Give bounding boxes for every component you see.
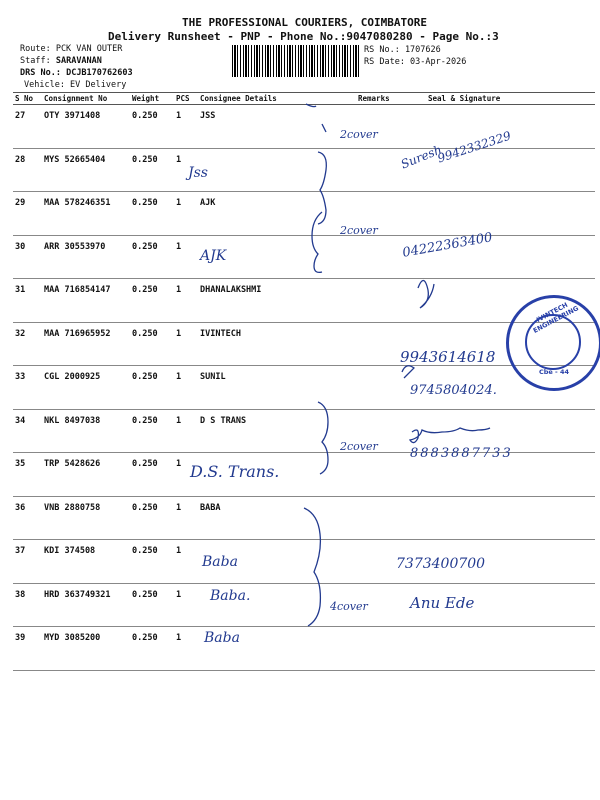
bracket-4 [304, 508, 320, 626]
remark-cover-1: 2cover [340, 128, 378, 141]
signature-phone-3: 9943614618 [400, 348, 496, 366]
cell-weight: 0.250 [130, 409, 174, 453]
cell-weight: 0.250 [130, 496, 174, 540]
bracket-2 [312, 212, 322, 272]
signature-phone-4: 9745804024. [410, 383, 497, 398]
cell-consignee: DHANALAKSHMI [198, 279, 356, 323]
cell-consignment: MAA 716854147 [42, 279, 130, 323]
cell-sno: 35 [13, 453, 42, 497]
cell-consignment: HRD 363749321 [42, 583, 130, 627]
cell-pcs: 1 [174, 627, 198, 671]
cell-pcs: 1 [174, 366, 198, 410]
cell-weight: 0.250 [130, 192, 174, 236]
runsheet-subtitle: Delivery Runsheet - PNP - Phone No.:9047080280 - Page No.:3 [108, 30, 499, 43]
cell-weight: 0.250 [130, 322, 174, 366]
scribble-sig [418, 280, 434, 308]
bracket-3 [318, 402, 328, 474]
cell-consignee: D S TRANS [198, 409, 356, 453]
col-consignment: Consignment No [42, 93, 130, 105]
cell-pcs: 1 [174, 453, 198, 497]
handwritten-baba-2: Baba. [210, 588, 251, 604]
cell-weight: 0.250 [130, 366, 174, 410]
tick-2 [306, 104, 316, 107]
remark-cover-3: 2cover [340, 440, 378, 453]
seal-text: IVINTECH ENGINEERING [531, 300, 580, 335]
drs-number: DCJB170762603 [66, 68, 133, 78]
drs-label: DRS No.: [20, 68, 61, 78]
cell-sno: 33 [13, 366, 42, 410]
cell-consignment: MAA 578246351 [42, 192, 130, 236]
cell-sno: 32 [13, 322, 42, 366]
cell-consignment: CGL 2000925 [42, 366, 130, 410]
cell-consignment: MAA 716965952 [42, 322, 130, 366]
cell-weight: 0.250 [130, 148, 174, 192]
cell-pcs: 1 [174, 148, 198, 192]
remark-cover-2: 2cover [340, 224, 378, 237]
handwritten-ajk: AJK [200, 248, 227, 264]
cell-sno: 39 [13, 627, 42, 671]
cell-consignee: AJK [198, 192, 356, 236]
route-label: Route: PCK VAN OUTER [20, 44, 123, 54]
scribble-sig-2 [402, 366, 414, 378]
cell-sno: 27 [13, 105, 42, 149]
company-seal [506, 295, 600, 391]
company-title: THE PROFESSIONAL COURIERS, COIMBATORE [182, 16, 428, 29]
cell-consignment: NKL 8497038 [42, 409, 130, 453]
cell-pcs: 1 [174, 322, 198, 366]
seal-city: Cbe - 44 [538, 368, 570, 376]
cell-pcs: 1 [174, 279, 198, 323]
col-remarks: Remarks [356, 93, 408, 105]
cell-sno: 37 [13, 540, 42, 584]
vehicle-label: Vehicle: EV Delivery [24, 80, 127, 90]
cell-consignee: JSS [198, 105, 356, 149]
col-weight: Weight [130, 93, 174, 105]
cell-consignment: TRP 5428626 [42, 453, 130, 497]
col-sno: S No [13, 93, 42, 105]
cell-consignee: SUNIL [198, 366, 356, 410]
cell-pcs: 1 [174, 583, 198, 627]
col-signature: Seal & Signature [408, 93, 595, 105]
cell-consignment: VNB 2880758 [42, 496, 130, 540]
col-pcs: PCS [174, 93, 198, 105]
tick-1 [322, 124, 326, 132]
col-consignee: Consignee Details [198, 93, 356, 105]
handwritten-ds-trans: D.S. Trans. [190, 462, 280, 481]
cell-pcs: 1 [174, 409, 198, 453]
cell-sno: 34 [13, 409, 42, 453]
signature-anu: Anu Ede [410, 594, 475, 612]
signature-phone-5: 8883887733 [410, 446, 513, 461]
staff-label: Staff: [20, 56, 51, 66]
cell-pcs: 1 [174, 105, 198, 149]
cell-sno: 31 [13, 279, 42, 323]
cell-pcs: 1 [174, 235, 198, 279]
cell-consignment: KDI 374508 [42, 540, 130, 584]
cell-sno: 28 [13, 148, 42, 192]
cell-weight: 0.250 [130, 235, 174, 279]
bracket-1 [318, 152, 326, 224]
cell-sno: 36 [13, 496, 42, 540]
cell-weight: 0.250 [130, 583, 174, 627]
cell-weight: 0.250 [130, 105, 174, 149]
signature-1: Suresh [398, 142, 444, 172]
signature-phone-2: 04222363400 [401, 230, 494, 261]
cell-consignee: BABA [198, 496, 356, 540]
cell-weight: 0.250 [130, 279, 174, 323]
cell-sno: 38 [13, 583, 42, 627]
cell-consignment: OTY 3971408 [42, 105, 130, 149]
cell-weight: 0.250 [130, 453, 174, 497]
handwritten-jss: Jss [188, 165, 208, 181]
cell-consignee: IVINTECH [198, 322, 356, 366]
handwritten-baba-1: Baba [202, 554, 238, 570]
cell-sno: 30 [13, 235, 42, 279]
scribble-sig-3 [410, 428, 490, 443]
cell-weight: 0.250 [130, 540, 174, 584]
cell-weight: 0.250 [130, 627, 174, 671]
cell-pcs: 1 [174, 496, 198, 540]
cell-pcs: 1 [174, 192, 198, 236]
rs-date: RS Date: 03-Apr-2026 [364, 57, 467, 67]
cell-pcs: 1 [174, 540, 198, 584]
cell-consignment: ARR 30553970 [42, 235, 130, 279]
signature-phone-1: 9942332329 [435, 128, 513, 166]
rs-number: RS No.: 1707626 [364, 45, 441, 55]
remark-cover-4: 4cover [330, 600, 368, 613]
signature-phone-6: 7373400700 [396, 556, 486, 572]
staff-name: SARAVANAN [55, 56, 102, 66]
cell-sno: 29 [13, 192, 42, 236]
handwritten-baba-3: Baba [204, 630, 240, 646]
cell-consignment: MYD 3085200 [42, 627, 130, 671]
cell-consignment: MYS 52665404 [42, 148, 130, 192]
